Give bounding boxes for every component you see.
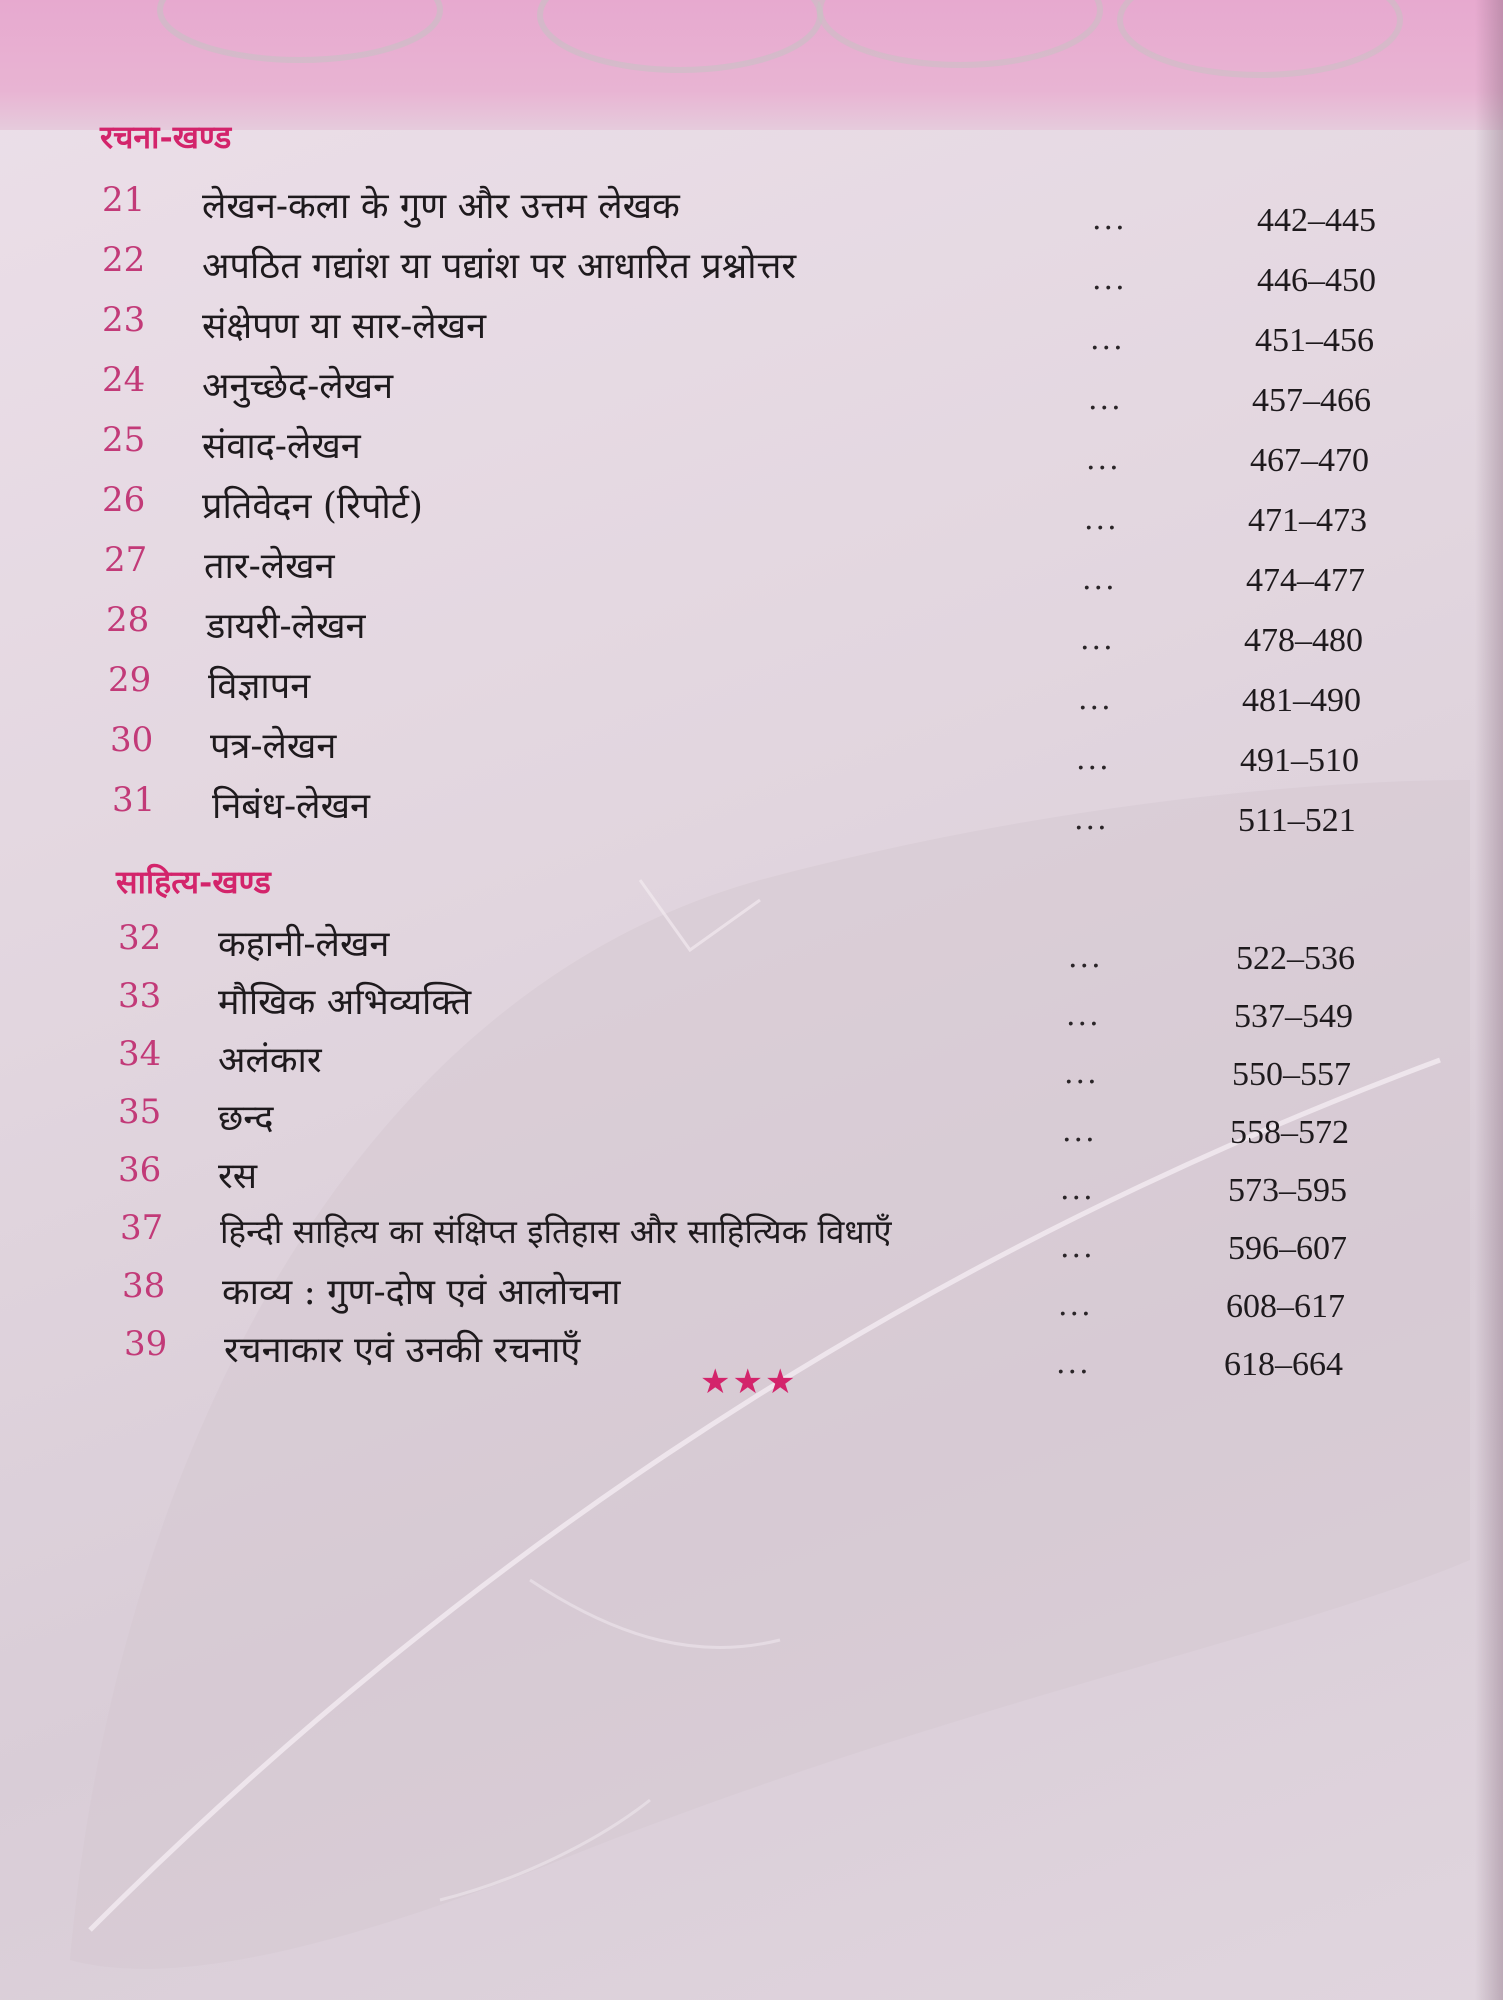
entry-title: अनुच्छेद-लेखन <box>202 366 394 407</box>
entry-title: कहानी-लेखन <box>218 924 390 965</box>
leader-dots: ... <box>1058 1288 1093 1323</box>
entry-title: मौखिक अभिव्यक्ति <box>218 982 472 1023</box>
entry-pages: 457–466 <box>1252 382 1371 419</box>
leader-dots: ... <box>1060 1230 1095 1265</box>
entry-title: हिन्दी साहित्य का संक्षिप्त इतिहास और साहित्यिक विधाएँ <box>220 1212 892 1251</box>
leader-dots: ... <box>1084 502 1119 537</box>
entry-pages: 474–477 <box>1246 562 1365 599</box>
entry-number: 35 <box>118 1092 162 1132</box>
entry-pages: 491–510 <box>1240 742 1359 779</box>
entry-title: रस <box>218 1156 258 1197</box>
entry-pages: 481–490 <box>1242 682 1361 719</box>
leader-dots: ... <box>1080 622 1115 657</box>
leader-dots: ... <box>1082 562 1117 597</box>
leader-dots: ... <box>1056 1346 1091 1381</box>
entry-pages: 446–450 <box>1257 262 1376 299</box>
entry-pages: 478–480 <box>1244 622 1363 659</box>
entry-title: अपठित गद्यांश या पद्यांश पर आधारित प्रश्नोत्तर <box>202 246 797 287</box>
entry-pages: 511–521 <box>1238 802 1356 839</box>
leader-dots: ... <box>1066 998 1101 1033</box>
entry-pages: 471–473 <box>1248 502 1367 539</box>
leader-dots: ... <box>1074 802 1109 837</box>
page-edge-shadow <box>1475 0 1503 2000</box>
entry-pages: 467–470 <box>1250 442 1369 479</box>
entry-number: 39 <box>124 1324 168 1364</box>
entry-number: 32 <box>118 918 162 958</box>
entry-number: 25 <box>102 420 146 460</box>
leader-dots: ... <box>1064 1056 1099 1091</box>
entry-pages: 558–572 <box>1230 1114 1349 1151</box>
entry-number: 34 <box>118 1034 162 1074</box>
entry-pages: 550–557 <box>1232 1056 1351 1093</box>
entry-pages: 618–664 <box>1224 1346 1343 1383</box>
entry-title: अलंकार <box>218 1040 322 1081</box>
entry-number: 22 <box>102 240 146 280</box>
leader-dots: ... <box>1092 262 1127 297</box>
entry-number: 30 <box>110 720 154 760</box>
entry-title: काव्य : गुण-दोष एवं आलोचना <box>222 1272 621 1313</box>
entry-number: 27 <box>104 540 148 580</box>
entry-number: 28 <box>106 600 150 640</box>
leader-dots: ... <box>1090 322 1125 357</box>
leader-dots: ... <box>1068 940 1103 975</box>
entry-title: छन्द <box>218 1098 274 1139</box>
entry-title: विज्ञापन <box>208 666 311 707</box>
entry-number: 33 <box>118 976 162 1016</box>
entry-number: 38 <box>122 1266 166 1306</box>
entry-title: लेखन-कला के गुण और उत्तम लेखक <box>202 186 680 227</box>
entry-number: 37 <box>120 1208 164 1248</box>
leader-dots: ... <box>1092 202 1127 237</box>
leader-dots: ... <box>1078 682 1113 717</box>
entry-title: संवाद-लेखन <box>202 426 361 467</box>
entry-number: 26 <box>102 480 146 520</box>
leader-dots: ... <box>1062 1114 1097 1149</box>
entry-title: निबंध-लेखन <box>212 786 371 827</box>
entry-title: प्रतिवेदन (रिपोर्ट) <box>202 486 423 527</box>
section-heading-rachna: रचना-खण्ड <box>100 118 232 156</box>
entry-pages: 596–607 <box>1228 1230 1347 1267</box>
leader-dots: ... <box>1076 742 1111 777</box>
leader-dots: ... <box>1086 442 1121 477</box>
entry-pages: 522–536 <box>1236 940 1355 977</box>
entry-number: 23 <box>102 300 146 340</box>
entry-title: रचनाकार एवं उनकी रचनाएँ <box>224 1330 581 1371</box>
entry-number: 31 <box>112 780 156 820</box>
entry-number: 21 <box>102 180 146 220</box>
leader-dots: ... <box>1088 382 1123 417</box>
entry-title: संक्षेपण या सार-लेखन <box>202 306 487 347</box>
entry-pages: 451–456 <box>1255 322 1374 359</box>
entry-number: 24 <box>102 360 146 400</box>
entry-title: डायरी-लेखन <box>206 606 366 647</box>
entry-number: 36 <box>118 1150 162 1190</box>
entry-pages: 573–595 <box>1228 1172 1347 1209</box>
entry-title: तार-लेखन <box>204 546 335 587</box>
entry-number: 29 <box>108 660 152 700</box>
entry-title: पत्र-लेखन <box>210 726 337 767</box>
entry-pages: 608–617 <box>1226 1288 1345 1325</box>
section-heading-sahitya: साहित्य-खण्ड <box>116 863 271 901</box>
entry-pages: 442–445 <box>1257 202 1376 239</box>
entry-pages: 537–549 <box>1234 998 1353 1035</box>
leader-dots: ... <box>1060 1172 1095 1207</box>
end-marker-stars: ★★★ <box>700 1362 798 1402</box>
